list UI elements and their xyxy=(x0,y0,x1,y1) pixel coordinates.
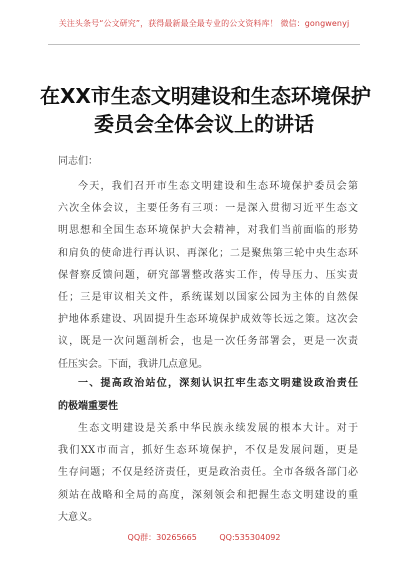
paragraph-line: 任；三是审议相关文件，系统谋划以国家公园为主体的自然保 xyxy=(58,292,358,304)
heading-line: 一、提高政治站位，深刻认识扛牢生态文明建设政治责任 xyxy=(78,378,358,389)
title-line-1: 在XX市生态文明建设和生态环境保护 xyxy=(40,84,371,108)
paragraph-line: 护地体系建设、巩固提升生态环境保护成效等长远之策。这次会 xyxy=(58,314,358,326)
paragraph-section-1 xyxy=(58,418,358,529)
contact-footer xyxy=(0,532,408,543)
paragraph-line: 和肩负的使命进行再认识、再深化；二是聚焦第三轮中央生态环 xyxy=(58,247,358,259)
paragraph-intro xyxy=(58,176,358,376)
paragraph-line: 生态文明建设是关系中华民族永续发展的根本大计。对于 xyxy=(78,423,358,434)
paragraph-line: 任压实会。下面，我讲几点意见。 xyxy=(58,358,208,370)
paragraph-line: 保督察反馈问题，研究部署整改落实工作，传导压力、压实责 xyxy=(58,269,358,281)
paragraph-line: 今天，我们召开市生态文明建设和生态环境保护委员会第 xyxy=(78,181,358,192)
title-line-2: 委员会全体会议上的讲话 xyxy=(94,112,314,136)
document-title xyxy=(40,82,371,138)
qq-number: QQ:535304092 xyxy=(219,533,281,542)
paragraph-line: 须站在战略和全局的高度，深刻领会和把握生态文明建设的重 xyxy=(58,489,358,501)
header-divider xyxy=(48,44,360,45)
paragraph-line: 我们XX市而言，抓好生态环境保护，不仅是发展问题，更是 xyxy=(58,445,358,457)
paragraph-line: 大意义。 xyxy=(58,511,98,523)
paragraph-line: 六次全体会议，主要任务有三项：一是深入贯彻习近平生态文 xyxy=(58,203,358,215)
salutation: 同志们： xyxy=(58,156,98,167)
qq-group-number: QQ群：30265665 xyxy=(127,533,197,542)
promo-banner: 关注头条号“公文研究”，获得最新最全最专业的公文资料库！ 微信：gongwenyj xyxy=(58,19,350,28)
paragraph-line: 议，既是一次问题剖析会，也是一次任务部署会，更是一次责 xyxy=(58,336,358,348)
paragraph-line: 明思想和全国生态环境保护大会精神，对我们当前面临的形势 xyxy=(58,225,358,237)
section-heading-1 xyxy=(58,373,358,418)
heading-line: 的极端重要性 xyxy=(58,400,118,412)
paragraph-line: 生存问题；不仅是经济责任，更是政治责任。全市各级各部门必 xyxy=(58,467,358,479)
